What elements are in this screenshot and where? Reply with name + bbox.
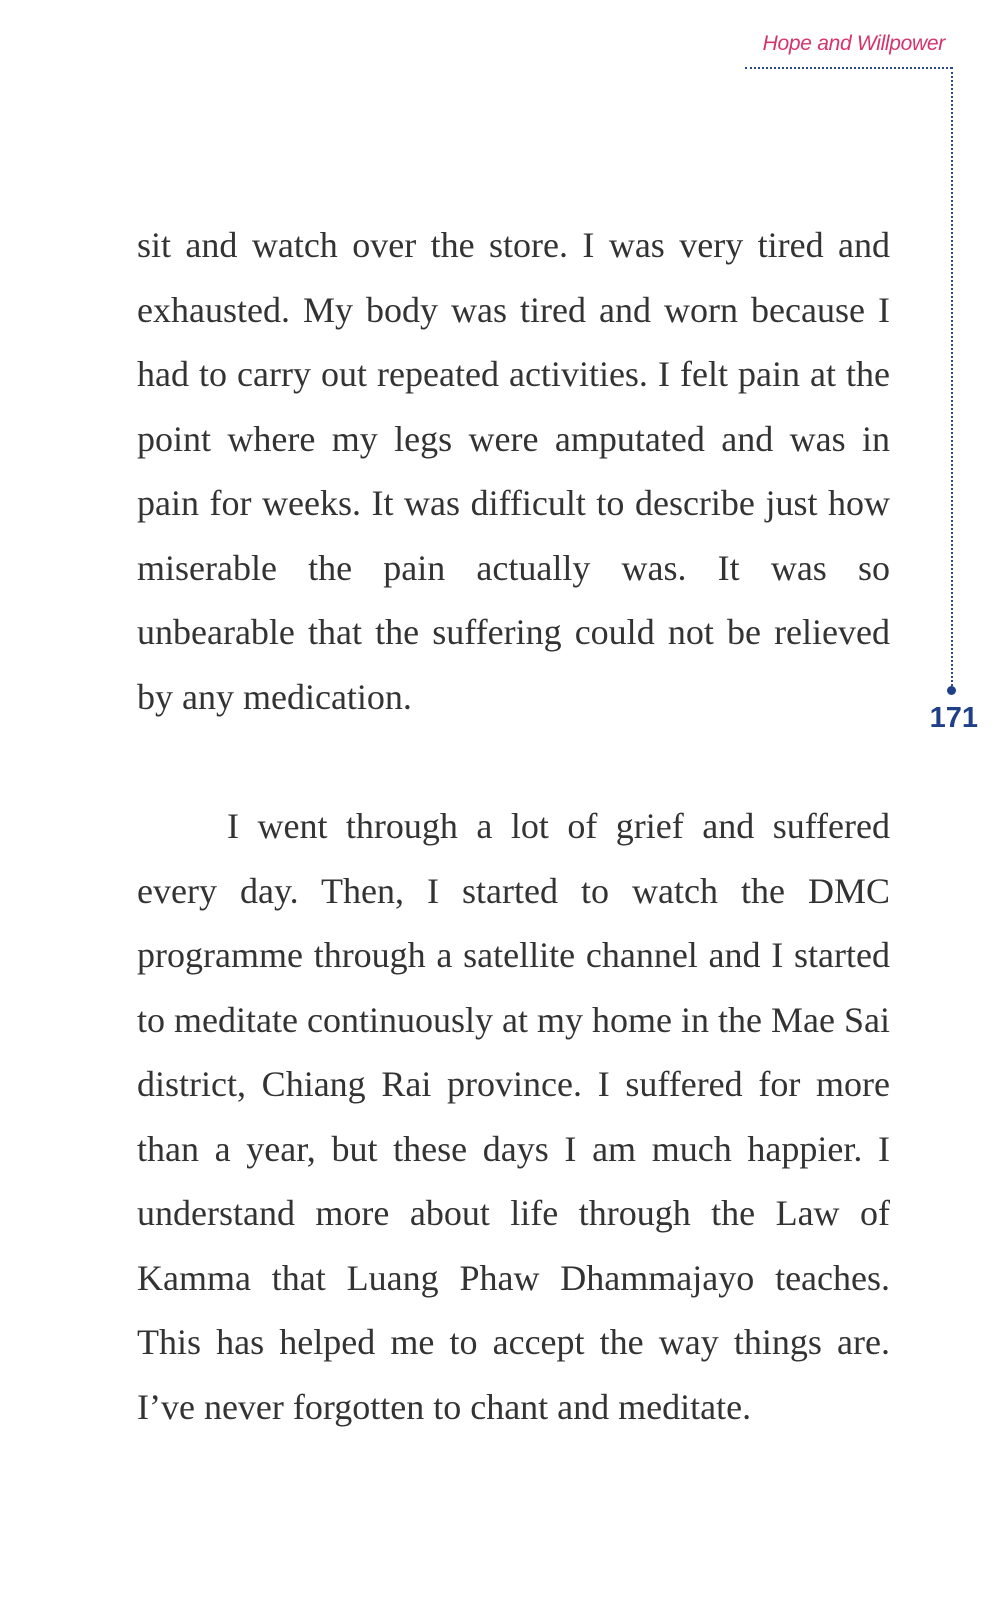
running-header-title: Hope and Willpower <box>762 32 945 55</box>
body-paragraph-1: sit and watch over the store. I was very tired and exhausted. My body was tired and worn because I had to carry out repeated activities. I felt pain at the point where my legs were amputated and was in pain for weeks. It was difficult to describe just how miserable the pain actually was. It was so unbearable that the suffering could not be relieved by any medication. <box>137 225 890 717</box>
rule-end-dot <box>947 686 956 695</box>
margin-dotted-rule <box>951 67 953 690</box>
page-number: 171 <box>929 702 978 734</box>
header-dotted-rule <box>745 67 952 69</box>
body-paragraph-2: I went through a lot of grief and suffered every day. Then, I started to watch the DMC programme through a satellite channel and I started to meditate continuously at my home in the Mae Sai district, Chiang Rai province. I suffered for more than a year, but these days I am much happier. I understand more about life through the Law of Kamma that Luang Phaw Dhammajayo teaches. This has helped me to accept the way things are. I’ve never forgotten to chant and meditate. <box>137 806 890 1427</box>
